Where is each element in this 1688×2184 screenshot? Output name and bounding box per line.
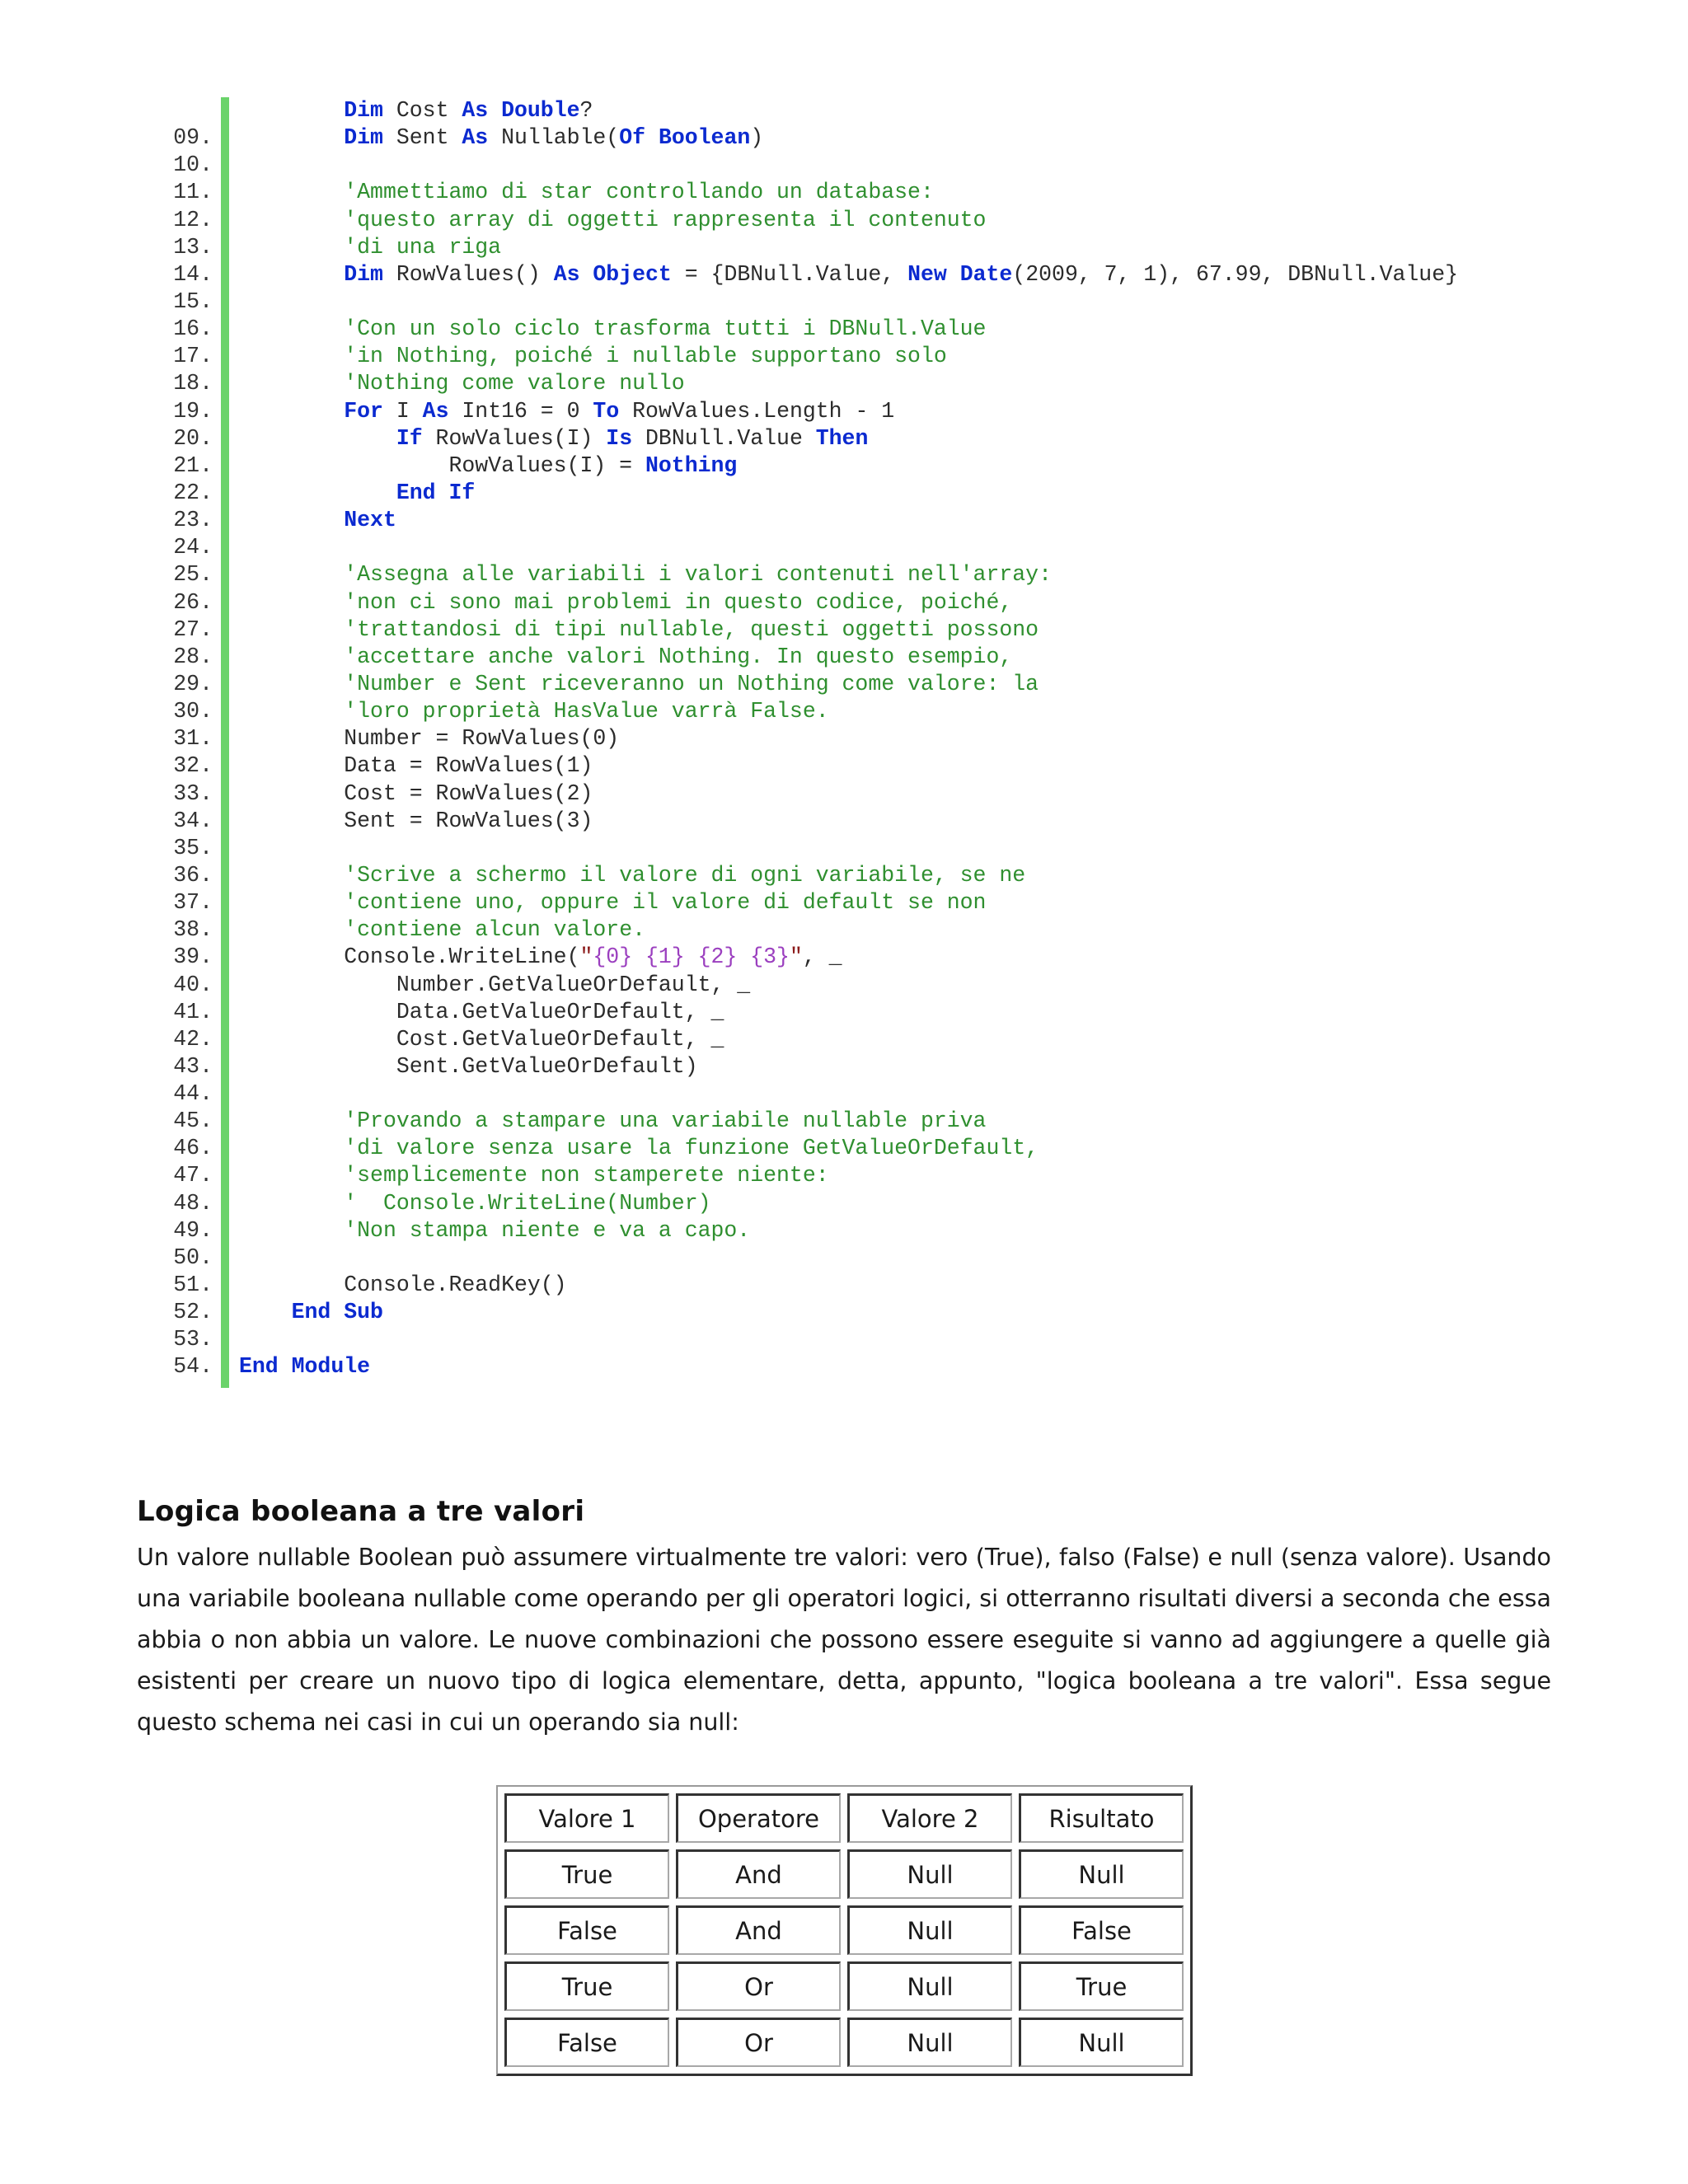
table-row: [504, 1905, 1184, 1955]
code-comment: 'Non stampa niente e va a capo.: [344, 1217, 751, 1243]
line-number: 21.: [173, 452, 213, 478]
code-text: [239, 398, 894, 425]
code-token: [239, 1272, 344, 1297]
table-cell: Null: [847, 2018, 1012, 2067]
code-text: [239, 234, 501, 261]
code-token: [645, 125, 659, 150]
code-token: [239, 1136, 344, 1160]
code-comment: 'contiene alcun valore.: [344, 917, 645, 943]
code-comment: 'trattandosi di tipi nullable, questi oggetti possono: [344, 616, 1039, 642]
code-text: [239, 1217, 750, 1244]
code-token: [239, 399, 344, 424]
code-token: [239, 508, 344, 532]
code-line: [140, 97, 1591, 124]
code-text: [239, 1272, 567, 1299]
line-number: 42.: [173, 1026, 213, 1052]
code-keyword: If: [448, 480, 476, 505]
code-text: [239, 644, 1012, 671]
code-token: [239, 1191, 344, 1216]
line-number: 51.: [173, 1272, 213, 1298]
code-line: [140, 698, 1591, 725]
code-line: [140, 124, 1591, 152]
code-line: [140, 944, 1591, 971]
code-token: {0} {1} {2} {3}: [593, 944, 790, 970]
code-token: [239, 590, 344, 615]
table-cell: And: [676, 1905, 841, 1955]
code-comment: 'Provando a stampare una variabile nullable priva: [344, 1108, 987, 1134]
code-text: [239, 480, 475, 507]
table-cell: Null: [1019, 1849, 1184, 1899]
line-number: 47.: [173, 1163, 213, 1188]
code-token: [239, 371, 344, 396]
code-line: [140, 1272, 1591, 1299]
code-token: [239, 699, 344, 724]
table-header-cell: Operatore: [676, 1793, 841, 1843]
code-line: [140, 152, 1591, 179]
line-number: 31.: [173, 726, 213, 752]
line-number: 48.: [173, 1190, 213, 1216]
code-text: [239, 561, 1052, 588]
code-text: [239, 1162, 829, 1189]
code-token: RowValues.Length - 1: [619, 398, 895, 424]
code-text: [239, 1190, 711, 1217]
table-cell: Null: [847, 1849, 1012, 1899]
code-line: [140, 207, 1591, 234]
code-text: [239, 1353, 370, 1380]
code-comment: 'non ci sono mai problemi in questo codice, poiché,: [344, 589, 1013, 615]
code-keyword: Object: [593, 261, 672, 287]
code-text: [239, 316, 986, 343]
code-text: [239, 725, 619, 752]
code-comment: 'Con un solo ciclo trasforma tutti i DBNull.Value: [344, 316, 987, 342]
table-cell: Null: [847, 1905, 1012, 1955]
code-token: Sent.GetValueOrDefault): [396, 1053, 698, 1079]
code-token: [239, 344, 344, 368]
code-token: Int16 = 0: [448, 398, 593, 424]
code-keyword: Dim: [344, 98, 383, 123]
table-header-cell: Valore 2: [847, 1793, 1012, 1843]
code-token: Console.ReadKey(): [344, 1272, 567, 1298]
code-line: [140, 671, 1591, 698]
code-token: [239, 917, 344, 942]
code-token: [239, 1300, 292, 1324]
code-comment: 'accettare anche valori Nothing. In questo esempio,: [344, 644, 1013, 669]
code-keyword: End: [396, 480, 436, 505]
section-title: Logica booleana a tre valori: [137, 1495, 585, 1528]
line-number: 27.: [173, 616, 213, 642]
code-token: ": [789, 944, 803, 970]
code-line: [140, 780, 1591, 808]
code-line: [140, 1244, 1591, 1272]
code-line: [140, 1190, 1591, 1217]
code-line: [140, 561, 1591, 588]
code-line: [140, 179, 1591, 206]
code-token: ": [579, 944, 593, 970]
code-token: Sent = RowValues(3): [344, 808, 593, 833]
line-number: 24.: [173, 535, 213, 560]
code-keyword: Is: [606, 425, 633, 451]
code-text: [239, 916, 645, 944]
code-text: [239, 889, 986, 916]
code-text: [239, 179, 934, 206]
code-token: [239, 726, 344, 751]
code-line: [140, 972, 1591, 999]
code-text: [239, 507, 396, 534]
code-token: [239, 208, 344, 232]
line-number: 45.: [173, 1108, 213, 1134]
code-token: [239, 180, 344, 204]
code-keyword: If: [396, 425, 423, 451]
code-token: [239, 1163, 344, 1188]
code-token: Cost.GetValueOrDefault, _: [396, 1026, 724, 1052]
code-keyword: As: [462, 98, 489, 123]
code-token: Data = RowValues(1): [344, 753, 593, 779]
code-line: [140, 725, 1591, 752]
code-line: [140, 288, 1591, 316]
code-keyword: Nothing: [645, 452, 738, 478]
code-line: [140, 1353, 1591, 1380]
code-token: RowValues(I): [422, 425, 607, 451]
code-comment: 'Ammettiamo di star controllando un database:: [344, 180, 934, 205]
code-text: [239, 616, 1039, 644]
code-line: [140, 752, 1591, 780]
code-token: [239, 753, 344, 778]
code-token: [239, 863, 344, 888]
line-number: 16.: [173, 316, 213, 342]
code-token: Console.WriteLine(: [344, 944, 580, 970]
code-line: [140, 1026, 1591, 1053]
code-comment: 'questo array di oggetti rappresenta il contenuto: [344, 207, 987, 232]
code-token: DBNull.Value: [632, 425, 816, 451]
code-keyword: Date: [959, 261, 1013, 287]
code-line: [140, 343, 1591, 370]
code-line: [140, 261, 1591, 288]
code-comment: 'di valore senza usare la funzione GetValueOrDefault,: [344, 1136, 1039, 1161]
code-token: = {DBNull.Value,: [671, 261, 908, 287]
code-comment: 'Number e Sent riceveranno un Nothing come valore: la: [344, 671, 1039, 696]
code-token: Sent: [382, 125, 462, 151]
line-number: 36.: [173, 862, 213, 888]
code-token: [239, 808, 344, 833]
code-token: [239, 125, 344, 150]
line-number: 39.: [173, 944, 213, 970]
code-text: [239, 425, 868, 452]
code-text: [239, 999, 724, 1026]
code-text: [239, 1135, 1039, 1162]
code-token: Nullable(: [488, 125, 620, 151]
line-number: 29.: [173, 671, 213, 696]
line-number: 46.: [173, 1136, 213, 1161]
code-keyword: End: [239, 1354, 279, 1380]
code-line: [140, 916, 1591, 944]
code-line: [140, 835, 1591, 862]
table-header-cell: Valore 1: [504, 1793, 669, 1843]
code-line: [140, 1080, 1591, 1108]
table-cell: And: [676, 1849, 841, 1899]
code-text: [239, 261, 1458, 288]
code-token: Number.GetValueOrDefault, _: [396, 972, 751, 997]
code-text: [239, 370, 685, 397]
line-number: 54.: [173, 1354, 213, 1380]
code-token: [239, 972, 396, 997]
code-line: [140, 1135, 1591, 1162]
code-line: [140, 999, 1591, 1026]
code-keyword: Boolean: [658, 125, 751, 151]
code-text: [239, 944, 842, 971]
code-comment: 'in Nothing, poiché i nullable supportano solo: [344, 344, 947, 369]
code-text: [239, 452, 737, 480]
code-line: [140, 616, 1591, 644]
table-cell: True: [504, 1849, 669, 1899]
code-line: [140, 452, 1591, 480]
code-text: [239, 1108, 986, 1135]
code-line: [140, 507, 1591, 534]
code-line: [140, 1326, 1591, 1353]
line-number: 44.: [173, 1081, 213, 1107]
line-number: 33.: [173, 780, 213, 806]
code-token: [239, 944, 344, 969]
code-token: Data.GetValueOrDefault, _: [396, 999, 724, 1024]
code-comment: ' Console.WriteLine(Number): [344, 1190, 711, 1216]
code-token: [239, 480, 396, 505]
table-cell: Or: [676, 2018, 841, 2067]
code-token: [279, 1354, 292, 1379]
code-token: [239, 98, 344, 123]
code-token: [331, 1300, 344, 1324]
line-number: 09.: [173, 125, 213, 151]
code-comment: 'Scrive a schermo il valore di ogni variabile, se ne: [344, 862, 1026, 888]
line-number: 26.: [173, 589, 213, 615]
code-comment: 'loro proprietà HasValue varrà False.: [344, 699, 829, 724]
code-keyword: Dim: [344, 261, 383, 287]
table-cell: False: [1019, 1905, 1184, 1955]
line-number: 22.: [173, 480, 213, 505]
line-number: 23.: [173, 508, 213, 533]
code-line: [140, 1217, 1591, 1244]
code-lines: [140, 97, 1591, 1381]
line-number: 50.: [173, 1244, 213, 1270]
code-line: [140, 1299, 1591, 1326]
code-token: [239, 1054, 396, 1079]
code-keyword: Next: [344, 508, 396, 533]
code-keyword: As: [462, 125, 489, 151]
code-token: [239, 262, 344, 287]
code-line: [140, 889, 1591, 916]
code-line: [140, 589, 1591, 616]
code-comment: 'contiene uno, oppure il valore di default se non: [344, 890, 987, 916]
table-cell: False: [504, 1905, 669, 1955]
code-token: [239, 1218, 344, 1243]
code-token: I: [382, 398, 423, 424]
code-text: [239, 589, 1012, 616]
code-text: [239, 1053, 698, 1080]
line-number: 19.: [173, 398, 213, 424]
code-token: RowValues(I) =: [448, 452, 645, 478]
code-text: [239, 698, 829, 725]
line-number: 38.: [173, 917, 213, 943]
line-number: 12.: [173, 207, 213, 232]
code-keyword: Dim: [344, 125, 383, 151]
code-line: [140, 808, 1591, 835]
code-text: [239, 124, 763, 152]
code-token: ?: [579, 98, 593, 123]
line-number: 35.: [173, 835, 213, 860]
line-number: 41.: [173, 999, 213, 1024]
code-token: Cost = RowValues(2): [344, 780, 593, 806]
code-comment: 'Assegna alle variabili i valori contenuti nell'array:: [344, 562, 1052, 588]
code-comment: 'di una riga: [344, 234, 502, 260]
code-line: [140, 534, 1591, 561]
code-token: (2009, 7, 1), 67.99, DBNull.Value}: [1012, 261, 1459, 287]
code-keyword: New: [907, 261, 947, 287]
code-text: [239, 1026, 724, 1053]
code-token: [947, 262, 960, 287]
code-line: [140, 425, 1591, 452]
code-token: [239, 890, 344, 915]
table-cell: True: [1019, 1961, 1184, 2011]
code-token: Number = RowValues(0): [344, 726, 620, 752]
line-number: 32.: [173, 753, 213, 779]
section-paragraph: Un valore nullable Boolean può assumere virtualmente tre valori: vero (True), falso (False) e null (senza valore). Usando una variabile booleana nullable come operando per gli operatori logici, si otterranno risultati diversi a seconda che essa abbia o non abbia un valore. Le nuove combinazioni che possono essere eseguite si vanno ad aggiungere a quelle già esistenti per creare un nuovo tipo di logica elementare, detta, appunto, "logica booleana a tre valori". Essa segue questo schema nei casi in cui un operando sia null:: [137, 1544, 1551, 1736]
code-listing: [140, 97, 1591, 1381]
table-cell: True: [504, 1961, 669, 2011]
line-number: 13.: [173, 234, 213, 260]
line-number: 17.: [173, 344, 213, 369]
truth-table: [496, 1785, 1193, 2076]
code-token: , _: [802, 944, 842, 970]
code-keyword: To: [593, 398, 620, 424]
code-keyword: Sub: [344, 1300, 383, 1325]
line-number: 30.: [173, 699, 213, 724]
code-text: [239, 808, 593, 835]
code-token: [239, 644, 344, 669]
code-text: [239, 207, 986, 234]
code-line: [140, 644, 1591, 671]
code-token: [239, 562, 344, 587]
code-line: [140, 480, 1591, 507]
code-keyword: Module: [291, 1354, 371, 1380]
code-token: [239, 1108, 344, 1133]
code-token: [239, 316, 344, 341]
code-comment: 'semplicemente non stamperete niente:: [344, 1163, 829, 1188]
table-header-row: [504, 1793, 1184, 1843]
line-number: 37.: [173, 890, 213, 916]
code-token: [239, 781, 344, 806]
code-token: [239, 1027, 396, 1052]
table-header-cell: Risultato: [1019, 1793, 1184, 1843]
code-comment: 'Nothing come valore nullo: [344, 371, 685, 396]
code-line: [140, 316, 1591, 343]
code-token: [580, 262, 593, 287]
code-token: [239, 617, 344, 642]
code-keyword: Of: [619, 125, 646, 151]
code-token: [488, 98, 501, 123]
code-text: [239, 780, 593, 808]
line-number: 18.: [173, 371, 213, 396]
code-token: [239, 672, 344, 696]
line-number: 20.: [173, 425, 213, 451]
code-line: [140, 1108, 1591, 1135]
line-number: 11.: [173, 180, 213, 205]
line-number: 49.: [173, 1217, 213, 1243]
code-keyword: As: [553, 261, 580, 287]
code-keyword: As: [422, 398, 449, 424]
line-number: 10.: [173, 152, 213, 178]
code-text: [239, 97, 593, 124]
line-number: 28.: [173, 644, 213, 669]
code-line: [140, 370, 1591, 397]
code-token: ): [750, 125, 764, 151]
line-number: 40.: [173, 972, 213, 997]
table-cell: Or: [676, 1961, 841, 2011]
code-keyword: Then: [815, 425, 869, 451]
line-number: 15.: [173, 288, 213, 314]
line-number: 52.: [173, 1300, 213, 1325]
code-line: [140, 234, 1591, 261]
code-token: [239, 426, 396, 451]
code-text: [239, 752, 593, 780]
table-cell: Null: [1019, 2018, 1184, 2067]
line-number: 14.: [173, 261, 213, 287]
code-keyword: For: [344, 398, 383, 424]
code-line: [140, 1162, 1591, 1189]
code-line: [140, 398, 1591, 425]
table-row: [504, 1849, 1184, 1899]
line-number: 34.: [173, 808, 213, 833]
code-token: [239, 453, 448, 478]
code-token: Cost: [382, 98, 462, 123]
table-row: [504, 1961, 1184, 2011]
code-keyword: End: [291, 1300, 331, 1325]
line-number: 43.: [173, 1053, 213, 1079]
line-number: 25.: [173, 562, 213, 588]
code-text: [239, 1299, 383, 1326]
code-text: [239, 972, 750, 999]
code-keyword: Double: [501, 98, 580, 123]
table-cell: False: [504, 2018, 669, 2067]
code-token: [239, 235, 344, 260]
code-token: [239, 1000, 396, 1024]
line-number: 53.: [173, 1327, 213, 1352]
code-text: [239, 862, 1025, 889]
table-row: [504, 2018, 1184, 2067]
code-text: [239, 671, 1039, 698]
code-line: [140, 862, 1591, 889]
code-text: [239, 343, 947, 370]
code-line: [140, 1053, 1591, 1080]
table-cell: Null: [847, 1961, 1012, 2011]
code-token: [436, 480, 449, 505]
code-token: RowValues(): [382, 261, 554, 287]
